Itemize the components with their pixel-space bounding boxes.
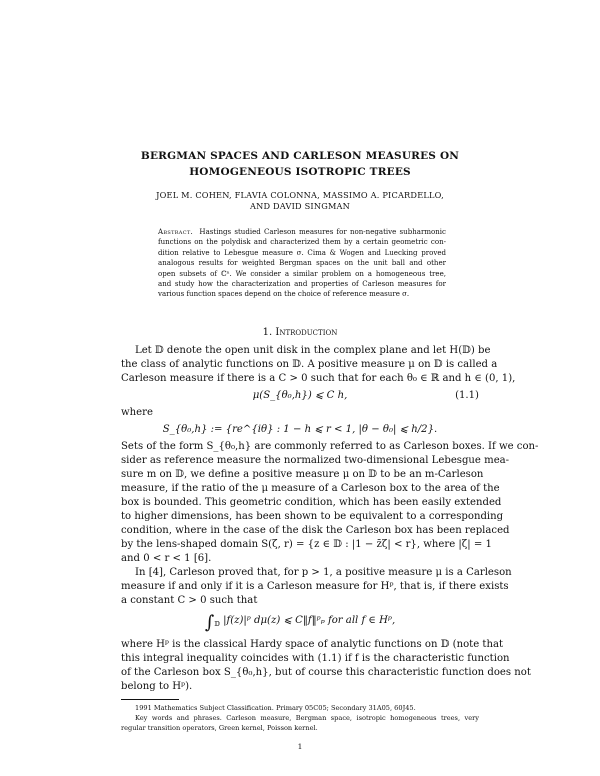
body-line: where Hᵖ is the classical Hardy space of analytic functions on 𝔻 (note that bbox=[121, 639, 504, 650]
abstract-line: and study how the characterization and properties of Carleson measures for bbox=[158, 279, 446, 289]
body-line: of the Carleson box S_{θ₀,h}, but of course this characteristic function does not bbox=[121, 667, 531, 678]
authors-line-1: JOEL M. COHEN, FLAVIA COLONNA, MASSIMO A. PICARDELLO, bbox=[156, 190, 444, 200]
footnote-rule bbox=[121, 699, 179, 700]
body-line: by the lens-shaped domain S(ζ, r) = {z ∈ 𝔻 : |1 − z̄ζ| < r}, where |ζ| = 1 bbox=[121, 539, 492, 550]
body-text bbox=[121, 344, 539, 694]
section-title: Introduction bbox=[275, 327, 338, 338]
equation-body: μ(S_{θ₀,h}) ⩽ C h, bbox=[252, 390, 348, 401]
body-line: sure m on 𝔻, we define a positive measure μ on 𝔻 to be an m-Carleson bbox=[121, 469, 484, 480]
body-line: box is bounded. This geometric condition, which has been easily extended bbox=[121, 497, 502, 508]
abstract-line: analogous results for weighted Bergman spaces on the unit ball and other bbox=[158, 258, 446, 268]
body-line: Carleson measure if there is a C > 0 such that for each θ₀ ∈ ℝ and h ∈ (0, 1), bbox=[121, 373, 516, 384]
integrand: |f(z)|ᵖ dμ(z) ⩽ C‖f‖ᵖₚ for all f ∈ Hᵖ, bbox=[223, 615, 396, 626]
abstract-line: dition relative to Lebesgue measure σ. Cima & Wogen and Luecking proved bbox=[158, 247, 446, 257]
equation-number: (1.1) bbox=[455, 390, 479, 401]
authors-line-2: AND DAVID SINGMAN bbox=[249, 201, 351, 211]
footnote-line: regular transition operators, Green kernel, Poisson kernel. bbox=[121, 723, 318, 732]
body-line: measure, if the ratio of the μ measure of a Carleson box to the area of the bbox=[121, 483, 500, 494]
section-heading bbox=[120, 327, 480, 339]
body-line: a constant C > 0 such that bbox=[121, 595, 258, 606]
body-line: this integral inequality coincides with (1.1) if f is the characteristic function bbox=[121, 653, 510, 664]
integral-sign: ∫ bbox=[204, 612, 215, 633]
abstract bbox=[158, 227, 446, 300]
title-line-1: BERGMAN SPACES AND CARLESON MEASURES ON bbox=[140, 150, 460, 162]
abstract-label: Abstract. bbox=[158, 227, 193, 236]
equation-carleson-box bbox=[121, 420, 479, 440]
equation-1-1 bbox=[121, 386, 479, 406]
body-line: In [4], Carleson proved that, for p > 1, a positive measure μ is a Carleson bbox=[135, 567, 512, 578]
body-line: the class of analytic functions on 𝔻. A positive measure μ on 𝔻 is called a bbox=[121, 359, 498, 370]
abstract-line: functions on the polydisk and characterized them by a certain geometric con- bbox=[158, 237, 446, 247]
paper-title bbox=[120, 148, 480, 180]
author-list bbox=[120, 190, 480, 212]
title-line-2: HOMOGENEOUS ISOTROPIC TREES bbox=[189, 166, 411, 178]
footnotes bbox=[121, 704, 479, 733]
body-line: condition, where in the case of the disk the Carleson box has been replaced bbox=[121, 525, 510, 536]
footnote-line: 1991 Mathematics Subject Classification. Primary 05C05; Secondary 31A05, 60J45. bbox=[135, 704, 416, 712]
abstract-line bbox=[158, 227, 446, 237]
integral-domain: 𝔻 bbox=[214, 620, 220, 628]
body-line: Sets of the form S_{θ₀,h} are commonly referred to as Carleson boxes. If we con- bbox=[121, 441, 539, 452]
abstract-line: open subsets of ℂⁿ. We consider a similar problem on a homogeneous tree, bbox=[158, 268, 446, 278]
body-line: to higher dimensions, has been shown to be equivalent to a corresponding bbox=[121, 511, 504, 522]
body-line: belong to Hᵖ). bbox=[121, 681, 193, 692]
abstract-text: Hastings studied Carleson measures for non-negative subharmonic bbox=[199, 227, 446, 236]
body-line: measure if and only if it is a Carleson measure for Hᵖ, that is, if there exists bbox=[121, 581, 509, 592]
body-line: sider as reference measure the normalized two-dimensional Lebesgue mea- bbox=[121, 455, 510, 466]
body-line: Let 𝔻 denote the open unit disk in the complex plane and let H(𝔻) be bbox=[135, 345, 491, 356]
body-line: where bbox=[121, 407, 153, 418]
footnote-line: Key words and phrases. Carleson measure, Bergman space, isotropic homogeneous trees, very bbox=[135, 713, 479, 722]
section-number: 1. bbox=[262, 327, 273, 338]
abstract-line: various function spaces depend on the choice of reference measure σ. bbox=[158, 289, 410, 299]
equation-body: S_{θ₀,h} := {re^{iθ} : 1 − h ⩽ r < 1, |θ − θ₀| ⩽ h/2}. bbox=[162, 424, 438, 435]
equation-carleson-inequality bbox=[121, 608, 479, 638]
page-number: 1 bbox=[297, 742, 303, 751]
body-line: and 0 < r < 1 [6]. bbox=[121, 553, 212, 564]
equation-body bbox=[121, 614, 479, 631]
